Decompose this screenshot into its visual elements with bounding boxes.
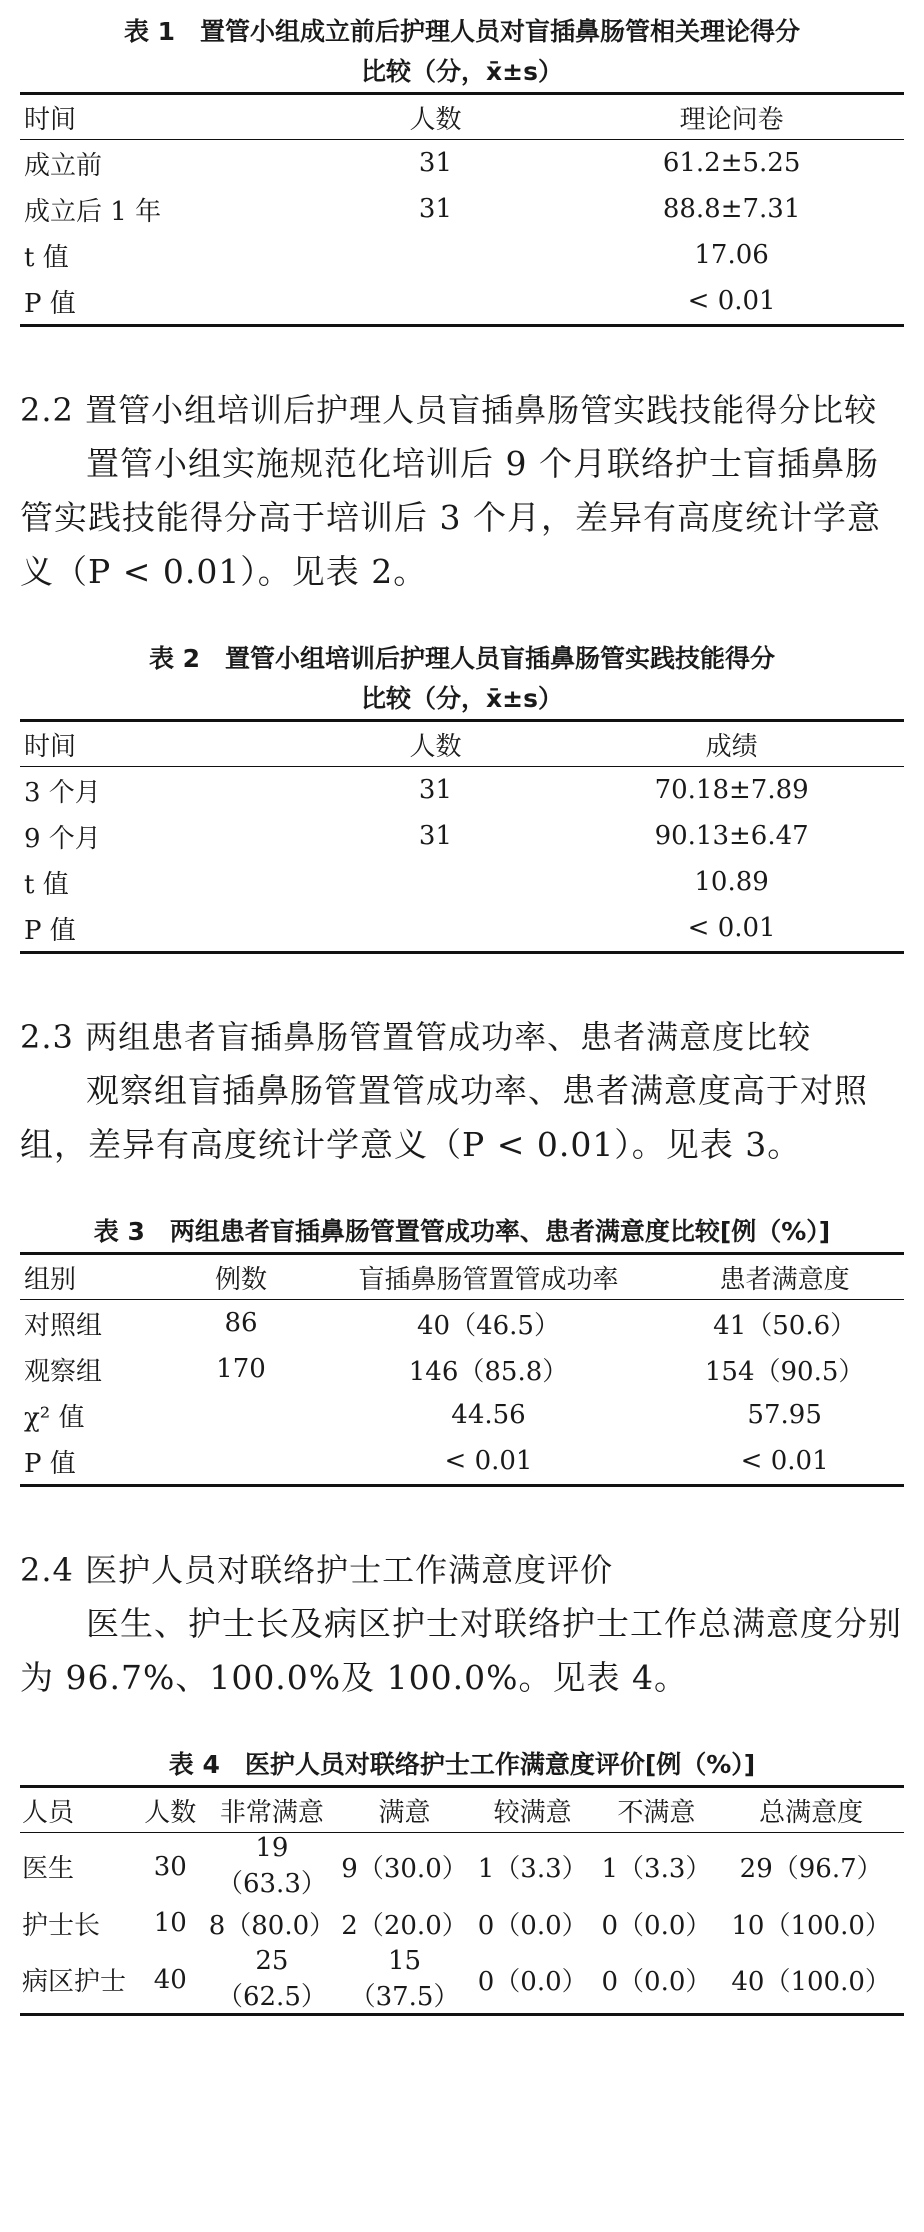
- table1-header-row: [20, 94, 904, 140]
- table-row: [20, 1346, 904, 1392]
- table-cell: 19（63.3）: [216, 1833, 327, 1899]
- table-cell: < 0.01: [740, 1446, 829, 1476]
- section-2-3-heading: 2.3 两组患者盲插鼻肠管置管成功率、患者满意度比较: [20, 1018, 812, 1056]
- table2: [20, 719, 904, 954]
- table-cell: 44.56: [451, 1400, 526, 1430]
- table-cell: P 值: [24, 288, 76, 319]
- table1-header: 时间: [20, 94, 312, 140]
- table4: [20, 1785, 904, 2016]
- table-cell: 40（100.0）: [731, 1967, 891, 1997]
- table3-header: 盲插鼻肠管置管成功率: [312, 1254, 666, 1300]
- table-cell: 0（0.0）: [477, 1910, 588, 1941]
- table-cell: 40: [153, 1964, 187, 1995]
- table-row: [20, 905, 904, 953]
- table-cell: 90.13±6.47: [654, 821, 809, 851]
- table2-caption: [20, 639, 904, 719]
- table-cell: 病区护士: [22, 1967, 127, 1997]
- table-cell: 1（3.3）: [601, 1854, 712, 1884]
- table-cell: 成立后 1 年: [24, 196, 162, 227]
- table-cell: 30: [153, 1851, 187, 1882]
- table3-header-row: [20, 1254, 904, 1300]
- table-cell: 61.2±5.25: [662, 148, 801, 178]
- table-cell: 146（85.8）: [408, 1356, 569, 1387]
- table-cell: 31: [418, 148, 453, 178]
- table-cell: 0（0.0）: [601, 1910, 712, 1941]
- table-cell: 15（37.5）: [349, 1946, 460, 2012]
- table-cell: t 值: [24, 869, 69, 900]
- table-row: [20, 278, 904, 326]
- table-cell: < 0.01: [687, 913, 776, 943]
- table3-header: 例数: [170, 1254, 311, 1300]
- table-cell: 29（96.7）: [739, 1854, 883, 1884]
- table3: [20, 1252, 904, 1487]
- table-row: [20, 186, 904, 232]
- section-2-4-heading: 2.4 医护人员对联络护士工作满意度评价: [20, 1551, 614, 1589]
- table-row: [20, 1438, 904, 1486]
- table-cell: 31: [418, 194, 453, 224]
- table-cell: 0（0.0）: [477, 1967, 588, 1997]
- table3-header: 患者满意度: [665, 1254, 904, 1300]
- table-row: [20, 1833, 904, 1901]
- section-2-2-paragraph: 置管小组实施规范化培训后 9 个月联络护士盲插鼻肠管实践技能得分高于培训后 3 个月，差异有高度统计学意义（P < 0.01）。见表 2。: [20, 444, 881, 591]
- table2-header-row: [20, 721, 904, 767]
- table-cell: 154（90.5）: [704, 1356, 865, 1387]
- table-cell: [312, 859, 560, 905]
- table-cell: 观察组: [24, 1356, 103, 1387]
- table-cell: 17.06: [694, 240, 769, 270]
- table-cell: 170: [216, 1354, 266, 1384]
- table1-caption-line1: 表 1 置管小组成立前后护理人员对盲插鼻肠管相关理论得分: [123, 17, 801, 46]
- table3-header: 组别: [20, 1254, 170, 1300]
- table-row: [20, 1392, 904, 1438]
- table-cell: 3 个月: [24, 777, 101, 808]
- table-cell: [312, 232, 560, 278]
- table-cell: P 值: [24, 915, 76, 946]
- table-cell: 31: [418, 775, 453, 805]
- table-cell: 9（30.0）: [341, 1854, 468, 1884]
- table4-header: 人数: [135, 1787, 206, 1833]
- table4-header: 较满意: [471, 1787, 595, 1833]
- table-cell: [170, 1392, 311, 1438]
- table-cell: P 值: [24, 1448, 76, 1479]
- table4-header: 非常满意: [206, 1787, 339, 1833]
- table-cell: 10.89: [694, 867, 769, 897]
- table2-caption-line1: 表 2 置管小组培训后护理人员盲插鼻肠管实践技能得分: [148, 644, 776, 673]
- table1-caption: [20, 12, 904, 92]
- table-row: [20, 140, 904, 187]
- table-cell: 9 个月: [24, 823, 101, 854]
- table4-caption: 表 4 医护人员对联络护士工作满意度评价[例（%）]: [168, 1750, 756, 1779]
- table1-header: 人数: [312, 94, 560, 140]
- table1-caption-line2: 比较（分，x̄±s）: [361, 57, 563, 86]
- table2-header: 时间: [20, 721, 312, 767]
- table1-header: 理论问卷: [559, 94, 904, 140]
- table-row: [20, 859, 904, 905]
- table-row: [20, 232, 904, 278]
- table2-header: 人数: [312, 721, 560, 767]
- table-cell: 10: [153, 1908, 187, 1938]
- table-cell: 成立前: [24, 150, 103, 181]
- table-cell: 8（80.0）: [208, 1910, 336, 1941]
- table-cell: 对照组: [24, 1310, 103, 1341]
- table-cell: [312, 905, 560, 953]
- section-2-3-paragraph: 观察组盲插鼻肠管置管成功率、患者满意度高于对照组，差异有高度统计学意义（P < 0.01）。见表 3。: [20, 1071, 868, 1164]
- table-row: [20, 1300, 904, 1347]
- table-cell: 88.8±7.31: [662, 194, 801, 224]
- table4-header: 总满意度: [718, 1787, 904, 1833]
- table4-header: 不满意: [595, 1787, 719, 1833]
- table-cell: 2（20.0）: [341, 1910, 468, 1941]
- table-cell: [312, 278, 560, 326]
- table3-caption: 表 3 两组患者盲插鼻肠管置管成功率、患者满意度比较[例（%）]: [93, 1217, 831, 1246]
- section-2-4-paragraph: 医生、护士长及病区护士对联络护士工作总满意度分别为 96.7%、100.0%及 100.0%。见表 4。: [20, 1604, 902, 1697]
- table-cell: < 0.01: [444, 1446, 533, 1476]
- table-cell: 57.95: [747, 1400, 822, 1430]
- table4-header: 人员: [20, 1787, 135, 1833]
- table-cell: 31: [418, 821, 453, 851]
- table-cell: 医生: [22, 1854, 75, 1884]
- table-cell: 10（100.0）: [731, 1910, 891, 1941]
- table-cell: 40（46.5）: [417, 1310, 560, 1341]
- table-cell: 0（0.0）: [601, 1967, 712, 1997]
- table-cell: 86: [224, 1308, 258, 1338]
- table-cell: t 值: [24, 242, 69, 273]
- table-cell: 1（3.3）: [477, 1854, 588, 1884]
- table-cell: 25（62.5）: [216, 1946, 327, 2012]
- table-row: [20, 813, 904, 859]
- table-cell: < 0.01: [687, 286, 776, 316]
- table-row: [20, 1946, 904, 2015]
- table2-header: 成绩: [559, 721, 904, 767]
- table2-caption-line2: 比较（分，x̄±s）: [361, 684, 563, 713]
- table-cell: χ² 值: [24, 1402, 85, 1433]
- table-row: [20, 767, 904, 814]
- table-cell: [170, 1438, 311, 1486]
- table-cell: 41（50.6）: [713, 1310, 857, 1341]
- table4-header-row: [20, 1787, 904, 1833]
- section-2-2-heading: 2.2 置管小组培训后护理人员盲插鼻肠管实践技能得分比较: [20, 391, 878, 429]
- table-cell: 70.18±7.89: [654, 775, 809, 805]
- table-cell: 护士长: [22, 1910, 101, 1941]
- table4-header: 满意: [338, 1787, 471, 1833]
- table1: [20, 92, 904, 327]
- table-row: [20, 1900, 904, 1946]
- paper-page: [20, 0, 904, 2016]
